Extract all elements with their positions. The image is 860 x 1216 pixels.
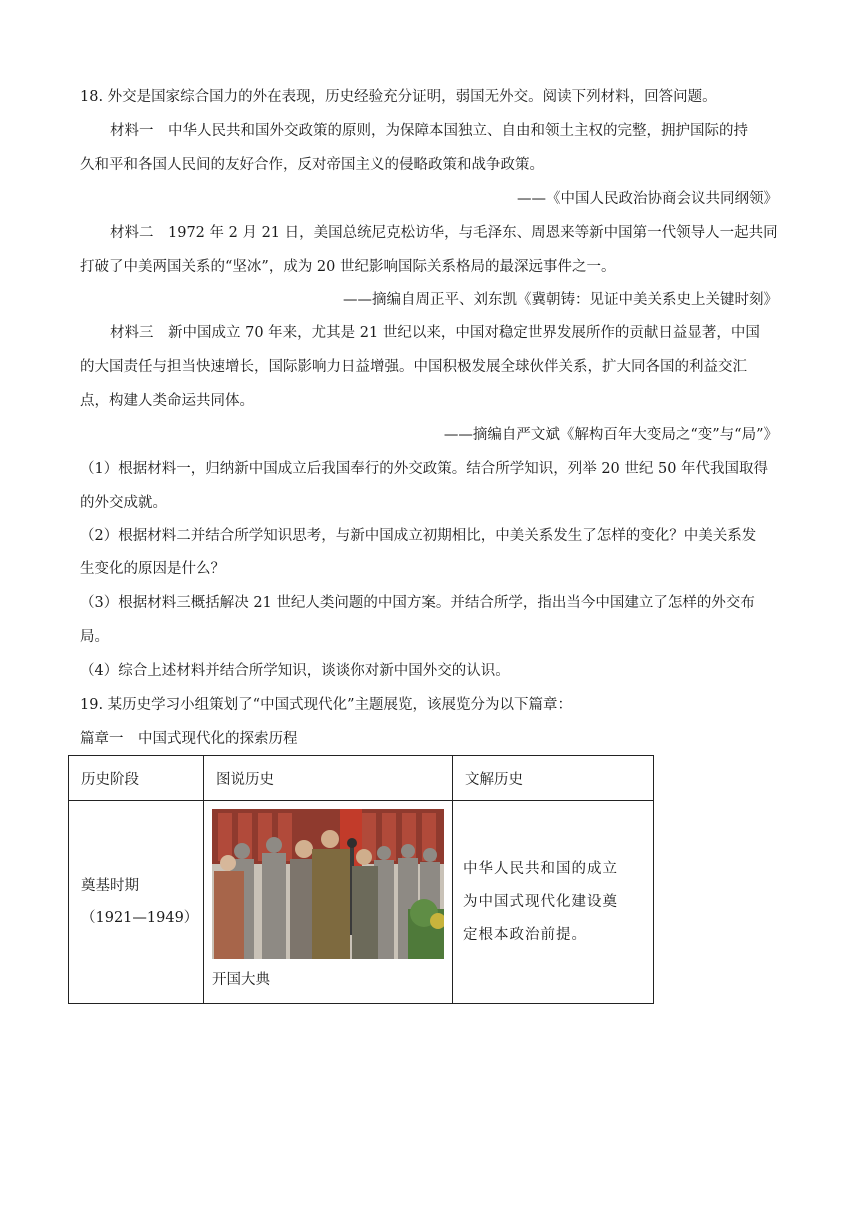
material-1-line-2: 久和平和各国人民间的友好合作，反对帝国主义的侵略政策和战争政策。 — [80, 157, 544, 173]
q18-sub1-line-2: 的外交成就。 — [80, 495, 167, 511]
q18-sub2-line-1: （2）根据材料二并结合所学知识思考，与新中国成立初期相比，中美关系发生了怎样的变化？中美关系发 — [80, 528, 757, 544]
header-explanation: 文解历史 — [453, 756, 654, 801]
photo-caption: 开国大典 — [212, 972, 270, 988]
material-1-line-1: 材料一 中华人民共和国外交政策的原则，为保障本国独立、自由和领土主权的完整，拥护国际的持 — [110, 123, 748, 139]
q18-sub3-line-1: （3）根据材料三概括解决 21 世纪人类问题的中国方案。并结合所学，指出当今中国建立了怎样的外交布 — [80, 595, 755, 611]
period-name: 奠基时期 — [81, 878, 139, 894]
material-3-line-3: 点，构建人类命运共同体。 — [80, 393, 254, 409]
period-years: （1921—1949） — [81, 910, 199, 926]
q19-stem: 19. 某历史学习小组策划了“中国式现代化”主题展览，该展览分为以下篇章： — [80, 697, 572, 713]
picture-cell — [204, 801, 453, 1004]
q18-sub2-line-2: 生变化的原因是什么？ — [80, 561, 225, 577]
material-3-source: ——摘编自严文斌《解构百年大变局之“变”与“局”》 — [443, 427, 778, 443]
material-1-source: ——《中国人民政治协商会议共同纲领》 — [517, 191, 778, 207]
period-cell — [69, 801, 204, 1004]
founding-ceremony-photo — [212, 809, 444, 959]
table-header-row — [69, 756, 654, 801]
founding-ceremony-illustration — [212, 809, 444, 959]
q18-sub4: （4）综合上述材料并结合所学知识，谈谈你对新中国外交的认识。 — [80, 663, 510, 679]
material-3-line-1: 材料三 新中国成立 70 年来，尤其是 21 世纪以来，中国对稳定世界发展所作的贡献日益显著，中国 — [110, 325, 760, 341]
explanation-cell — [453, 801, 654, 1004]
material-2-source: ——摘编自周正平、刘东凯《冀朝铸：见证中美关系史上关键时刻》 — [343, 292, 778, 308]
exhibit-table — [68, 755, 654, 1004]
header-picture: 图说历史 — [204, 756, 453, 801]
q19-chapter-title: 篇章一 中国式现代化的探索历程 — [80, 731, 298, 747]
explanation-text: 中华人民共和国的成立为中国式现代化建设奠定根本政治前提。 — [463, 860, 618, 943]
table-row — [69, 801, 654, 1004]
header-period: 历史阶段 — [69, 756, 204, 801]
q18-stem: 18. 外交是国家综合国力的外在表现，历史经验充分证明，弱国无外交。阅读下列材料，回答问题。 — [80, 89, 717, 105]
material-3-line-2: 的大国责任与担当快速增长，国际影响力日益增强。中国积极发展全球伙伴关系，扩大同各国的利益交汇 — [80, 359, 747, 375]
material-2-line-2: 打破了中美两国关系的“坚冰”，成为 20 世纪影响国际关系格局的最深远事件之一。 — [80, 259, 616, 275]
q18-sub1-line-1: （1）根据材料一，归纳新中国成立后我国奉行的外交政策。结合所学知识，列举 20 世纪 50 年代我国取得 — [80, 461, 769, 477]
q18-sub3-line-2: 局。 — [80, 629, 109, 645]
material-2-line-1: 材料二 1972 年 2 月 21 日，美国总统尼克松访华，与毛泽东、周恩来等新中国第一代领导人一起共同 — [110, 225, 778, 241]
